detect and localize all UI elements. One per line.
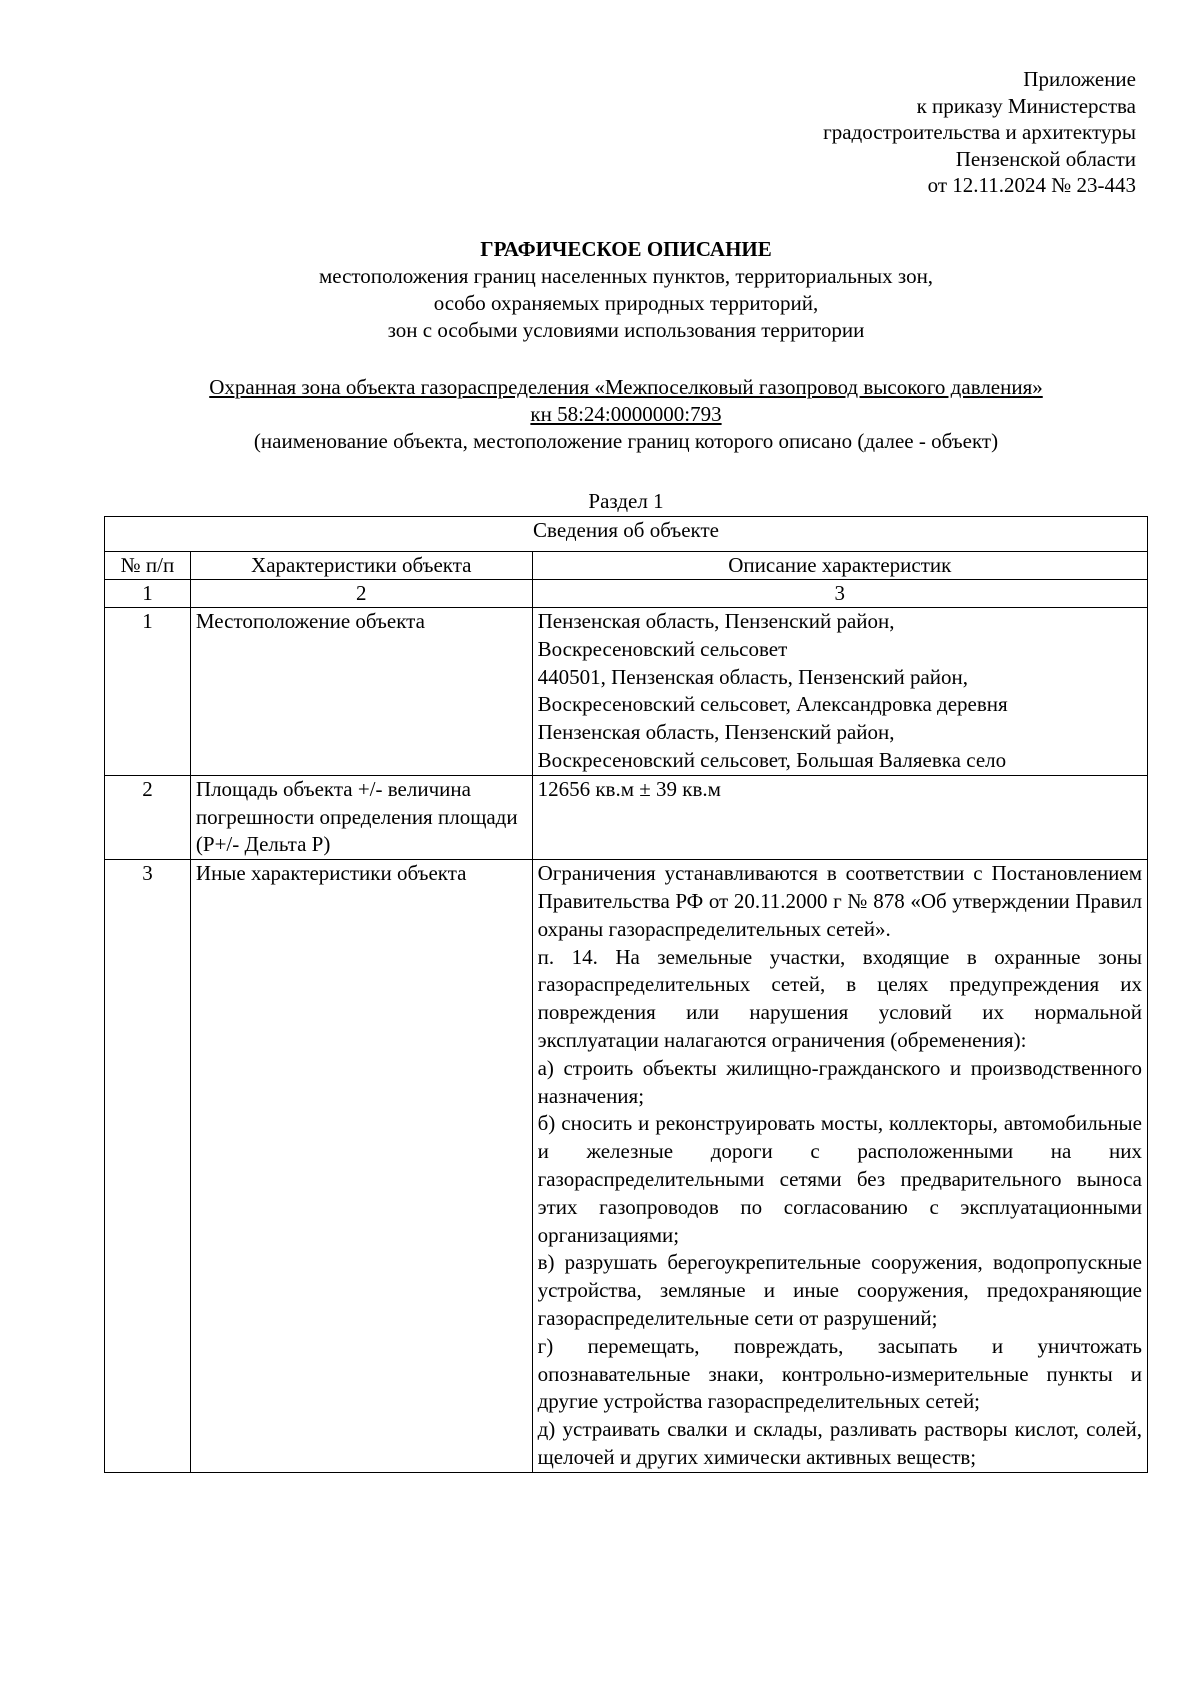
appendix-line: от 12.11.2024 № 23-443 (927, 173, 1136, 197)
row-characteristic: Местоположение объекта (190, 608, 532, 776)
row-description (532, 608, 1147, 776)
title-line: особо охраняемых природных территорий, (433, 291, 819, 315)
title-line: местоположения границ населенных пунктов, территориальных зон, (318, 264, 934, 288)
appendix-line: Приложение (1023, 67, 1136, 91)
description-paragraph: п. 14. На земельные участки, входящие в охранные зоны газораспределительных сетей, в целях предупреждения их повреждения или нарушения условий их нормальной эксплуатации налагаются ограничения (обременения): (537, 944, 1142, 1052)
document-title (0, 236, 1200, 344)
header-description: Описание характеристик (532, 552, 1147, 580)
table-caption: Сведения об объекте (105, 517, 1148, 552)
description-paragraph: д) устраивать свалки и склады, разливать растворы кислот, солей, щелочей и других химически активных веществ; (537, 1417, 1142, 1469)
description-line: 440501, Пензенская область, Пензенский район, (537, 664, 969, 689)
col-number: 2 (190, 580, 532, 608)
col-number: 3 (532, 580, 1147, 608)
table-row (105, 860, 1148, 1473)
row-number: 3 (105, 860, 191, 1473)
row-characteristic: Иные характеристики объекта (190, 860, 532, 1473)
title-line: зон с особыми условиями использования территории (387, 318, 865, 342)
appendix-line: к приказу Министерства (916, 93, 1136, 118)
description-line: 12656 кв.м ± 39 кв.м (537, 776, 721, 801)
title-main: ГРАФИЧЕСКОЕ ОПИСАНИЕ (480, 237, 772, 261)
row-number: 1 (105, 608, 191, 776)
description-line: Воскресеновский сельсовет, Александровка деревня (537, 692, 1008, 717)
row-characteristic: Площадь объекта +/- величина погрешности определения площади (Р+/- Дельта Р) (190, 775, 532, 859)
appendix-line: градостроительства и архитектуры (823, 120, 1136, 144)
description-line: Воскресеновский сельсовет, Большая Валяевка село (537, 747, 1007, 772)
description-paragraph: в) разрушать берегоукрепительные сооружения, водопропускные устройства, земляные и иные сооружения, предохраняющие газораспределительные сети от разрушений; (537, 1250, 1142, 1330)
appendix-header (823, 66, 1136, 199)
col-number: 1 (105, 580, 191, 608)
table-row (105, 608, 1148, 776)
table-row (105, 775, 1148, 859)
appendix-line: Пензенской области (955, 146, 1136, 171)
row-number: 2 (105, 775, 191, 859)
description-line: Воскресеновский сельсовет (537, 636, 788, 661)
description-paragraph: б) сносить и реконструировать мосты, коллекторы, автомобильные и железные дороги с расположенными на них газораспределительными сетями без предварительного выноса этих газопроводов по согласованию с эксплуатационными организациями; (537, 1111, 1142, 1247)
description-line: Пензенская область, Пензенский район, (537, 720, 895, 745)
object-name-block (0, 374, 1200, 455)
row-description (532, 775, 1147, 859)
description-paragraph: Ограничения устанавливаются в соответствии с Постановлением Правительства РФ от 20.11.2000 г № 878 «Об утверждении Правил охраны газораспределительных сетей». (537, 861, 1142, 941)
object-cadastral-number: кн 58:24:0000000:793 (530, 402, 722, 426)
section-label: Раздел 1 (588, 489, 664, 513)
row-description (532, 860, 1147, 1473)
description-paragraph: а) строить объекты жилищно-гражданского и производственного назначения; (537, 1055, 1142, 1108)
description-line: Пензенская область, Пензенский район, (537, 609, 895, 633)
header-characteristic: Характеристики объекта (190, 552, 532, 580)
header-num: № п/п (105, 552, 191, 580)
description-paragraph: г) перемещать, повреждать, засыпать и уничтожать опознавательные знаки, контрольно-измерительные пункты и другие устройства газораспределительных сетей; (537, 1333, 1142, 1414)
object-info-table (104, 516, 1148, 1473)
object-note: (наименование объекта, местоположение границ которого описано (далее - объект) (253, 429, 999, 453)
object-name: Охранная зона объекта газораспределения «Межпоселковый газопровод высокого давления» (209, 375, 1043, 399)
